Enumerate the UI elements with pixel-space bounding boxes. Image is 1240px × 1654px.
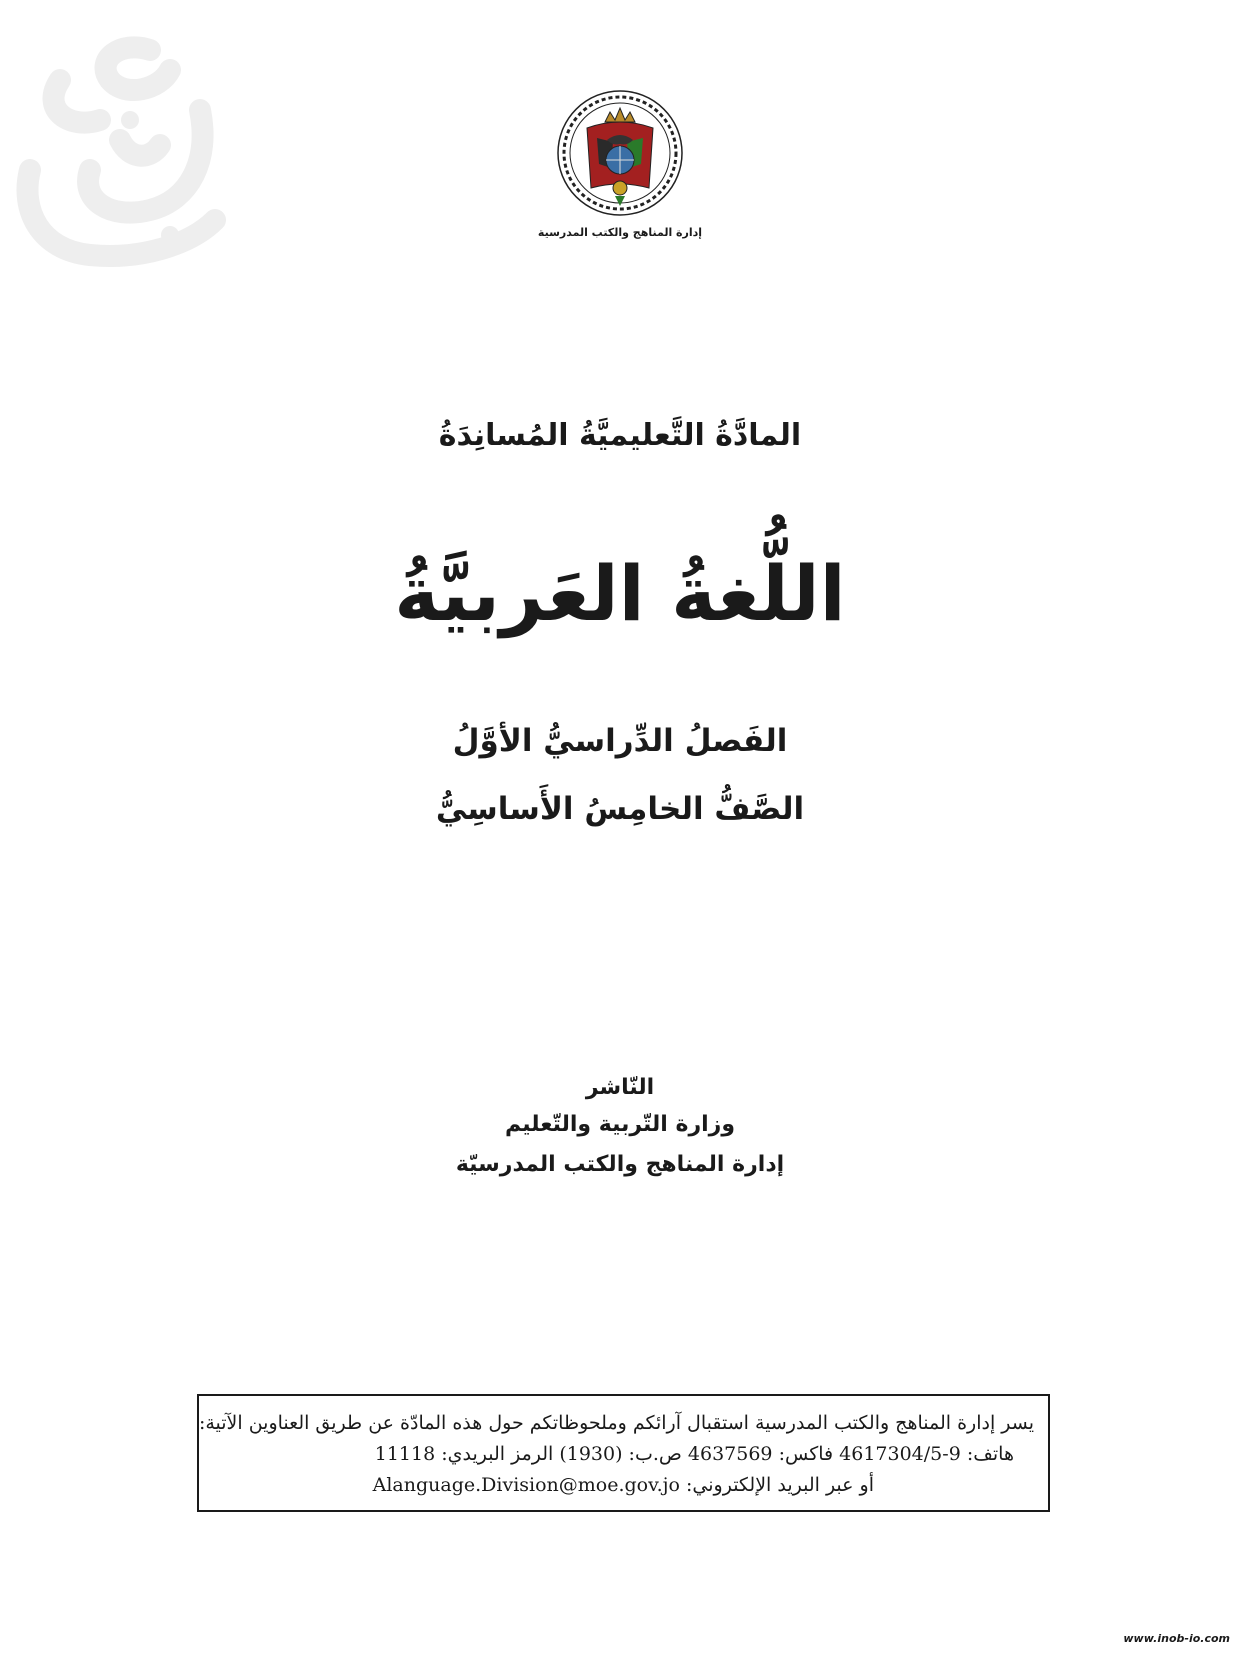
contact-email: أو عبر البريد الإلكتروني: Alanguage.Division@moe.gov.jo <box>372 1474 874 1496</box>
arabic-calligraphy-watermark-icon <box>0 20 240 280</box>
publisher-ministry: وزارة التّربية والتّعليم <box>505 1112 735 1137</box>
cover-grade: الصَّفُّ الخامِسُ الأَساسِيُّ <box>435 791 805 827</box>
publisher-department: إدارة المناهج والكتب المدرسيّة <box>455 1152 785 1177</box>
contact-phone-fax: هاتف: 9-4617304/5 فاكس: 4637569 ص.ب: (1930) الرمز البريدي: 11118 <box>374 1443 1014 1465</box>
cover-semester: الفَصلُ الدِّراسيُّ الأوَّلُ <box>452 723 788 759</box>
site-url: www.inob-io.com <box>1123 1632 1230 1645</box>
jordan-coat-of-arms-icon <box>555 88 685 218</box>
emblem-caption: إدارة المناهج والكتب المدرسية <box>537 226 703 239</box>
publisher-label: النّاشر <box>585 1075 655 1100</box>
cover-title: اللُّغةُ العَربيَّةُ <box>394 549 846 638</box>
contact-box <box>197 1394 1050 1512</box>
cover-subtitle: المادَّةُ التَّعليميَّةُ المُسانِدَةُ <box>438 418 802 453</box>
contact-intro: يسر إدارة المناهج والكتب المدرسية استقبال آرائكم وملحوظاتكم حول هذه المادّة عن طريق العناوين الآتية: <box>198 1412 1034 1434</box>
